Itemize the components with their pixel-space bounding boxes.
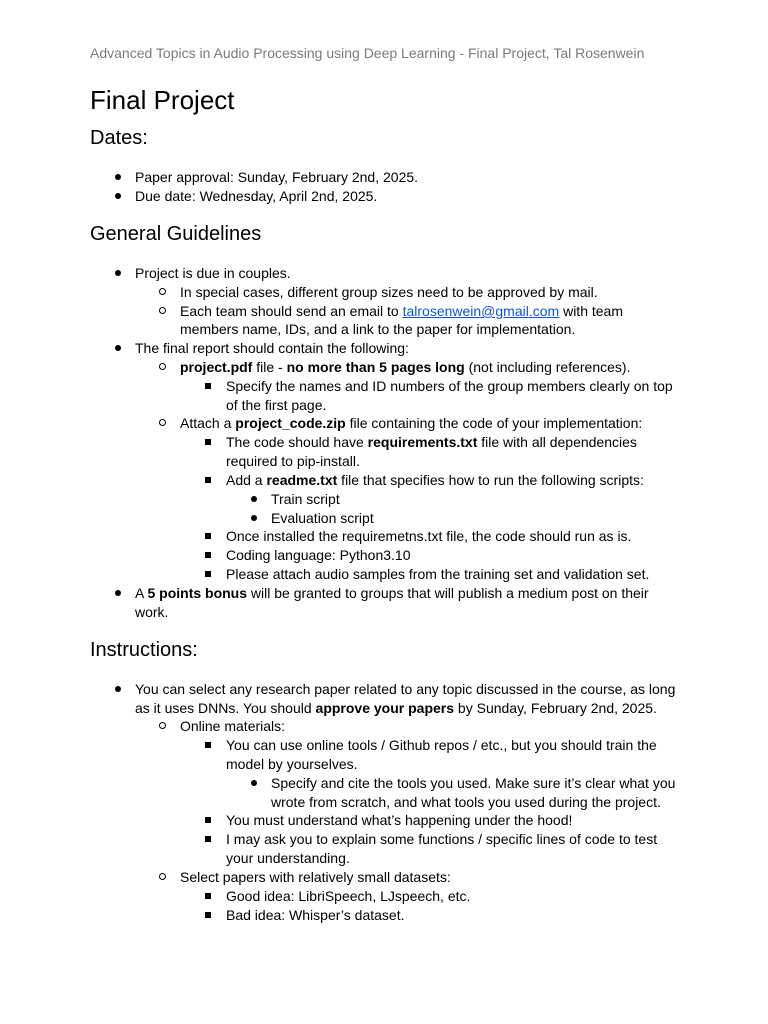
list-item: Specify and cite the tools you used. Make sure it’s clear what you — [271, 775, 676, 791]
bullet-icon — [111, 584, 125, 603]
square-bullet-icon — [201, 433, 215, 452]
bullet-icon — [247, 774, 261, 793]
list-item: Evaluation script — [271, 510, 374, 526]
square-bullet-icon — [201, 830, 215, 849]
list-item: Once installed the requiremetns.txt file, the code should run as is. — [226, 528, 632, 544]
square-bullet-icon — [201, 906, 215, 925]
list-item-continuation: as it uses DNNs. You should approve your papers by Sunday, February 2nd, 2025. — [135, 700, 657, 716]
square-bullet-icon — [201, 736, 215, 755]
list-item: Paper approval: Sunday, February 2nd, 2025. — [135, 169, 419, 185]
list-item-continuation: members name, IDs, and a link to the paper for implementation. — [180, 321, 576, 337]
list-item: The code should have requirements.txt file with all dependencies — [226, 434, 637, 450]
email-link[interactable]: talrosenwein@gmail.com — [402, 303, 560, 319]
dates-heading: Dates: — [90, 127, 148, 149]
list-item-continuation: your understanding. — [226, 850, 350, 866]
square-bullet-icon — [201, 377, 215, 396]
circle-bullet-icon — [155, 717, 169, 736]
bullet-icon — [247, 490, 261, 509]
bullet-icon — [111, 339, 125, 358]
circle-bullet-icon — [155, 358, 169, 377]
list-item: You must understand what’s happening under the hood! — [226, 812, 573, 828]
list-item: Please attach audio samples from the training set and validation set. — [226, 566, 650, 582]
square-bullet-icon — [201, 811, 215, 830]
list-item: Attach a project_code.zip file containing the code of your implementation: — [180, 415, 643, 431]
list-item: Bad idea: Whisper’s dataset. — [226, 907, 405, 923]
list-item: I may ask you to explain some functions / specific lines of code to test — [226, 831, 658, 847]
list-item: Each team should send an email to talrosenwein@gmail.com with team — [180, 303, 623, 319]
list-item: A 5 points bonus will be granted to groups that will publish a medium post on their — [135, 585, 649, 601]
list-item-continuation: work. — [135, 604, 169, 620]
page-header: Advanced Topics in Audio Processing using Deep Learning - Final Project, Tal Rosenwein — [90, 45, 645, 61]
list-item: project.pdf file - no more than 5 pages long (not including references). — [180, 359, 631, 375]
list-item: Specify the names and ID numbers of the group members clearly on top — [226, 378, 673, 394]
circle-bullet-icon — [155, 868, 169, 887]
square-bullet-icon — [201, 546, 215, 565]
list-item: Good idea: LibriSpeech, LJspeech, etc. — [226, 888, 471, 904]
list-item: You can use online tools / Github repos / etc., but you should train the — [226, 737, 657, 753]
bullet-icon — [111, 187, 125, 206]
bullet-icon — [111, 264, 125, 283]
list-item: In special cases, different group sizes need to be approved by mail. — [180, 284, 598, 300]
bullet-icon — [247, 509, 261, 528]
bullet-icon — [111, 168, 125, 187]
list-item: Project is due in couples. — [135, 265, 291, 281]
circle-bullet-icon — [155, 414, 169, 433]
list-item: Due date: Wednesday, April 2nd, 2025. — [135, 188, 378, 204]
list-item: You can select any research paper related to any topic discussed in the course, as long — [135, 681, 676, 697]
list-item-continuation: of the first page. — [226, 397, 327, 413]
list-item: Select papers with relatively small datasets: — [180, 869, 451, 885]
list-item: The final report should contain the following: — [135, 340, 409, 356]
list-item-continuation: model by yourselves. — [226, 756, 358, 772]
square-bullet-icon — [201, 565, 215, 584]
square-bullet-icon — [201, 527, 215, 546]
list-item: Train script — [271, 491, 340, 507]
circle-bullet-icon — [155, 283, 169, 302]
circle-bullet-icon — [155, 302, 169, 321]
list-item-continuation: wrote from scratch, and what tools you used during the project. — [271, 794, 661, 810]
bullet-icon — [111, 680, 125, 699]
list-item: Coding language: Python3.10 — [226, 547, 411, 563]
list-item-continuation: required to pip-install. — [226, 453, 360, 469]
guidelines-heading: General Guidelines — [90, 223, 262, 245]
square-bullet-icon — [201, 471, 215, 490]
page-title: Final Project — [90, 85, 235, 115]
list-item: Online materials: — [180, 718, 286, 734]
list-item: Add a readme.txt file that specifies how to run the following scripts: — [226, 472, 644, 488]
instructions-heading: Instructions: — [90, 639, 198, 661]
square-bullet-icon — [201, 887, 215, 906]
